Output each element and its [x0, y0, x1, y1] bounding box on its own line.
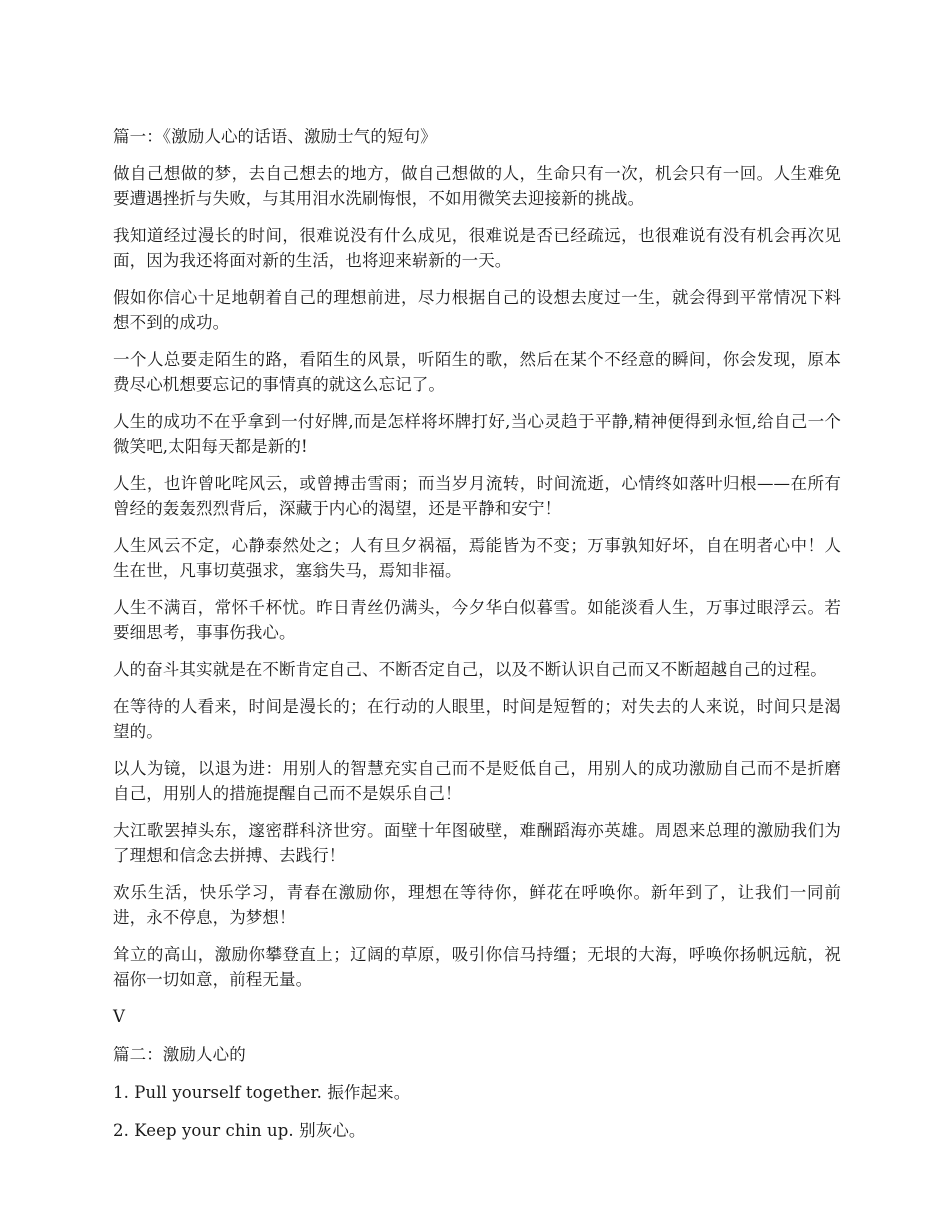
section-heading-2: 篇二：激励人心的: [113, 1045, 246, 1064]
list-item: 1. Pull yourself together. 振作起来。: [113, 1083, 411, 1102]
paragraph: 人生的成功不在乎拿到一付好牌,而是怎样将坏牌打好,当心灵趋于平静,精神便得到永恒,给自己一个微笑吧,太阳每天都是新的!: [113, 412, 841, 456]
paragraph: 人生不满百，常怀千杯忧。昨日青丝仍满头，今夕华白似暮雪。如能淡看人生，万事过眼浮云。若要细思考，事事伤我心。: [113, 598, 841, 642]
paragraph: 一个人总要走陌生的路，看陌生的风景，听陌生的歌，然后在某个不经意的瞬间，你会发现，原本费尽心机想要忘记的事情真的就这么忘记了。: [113, 350, 841, 394]
paragraph: 人的奋斗其实就是在不断肯定自己、不断否定自己，以及不断认识自己而又不断超越自己的过程。: [113, 660, 827, 679]
paragraph: 耸立的高山，激励你攀登直上；辽阔的草原，吸引你信马持缰；无垠的大海，呼唤你扬帆远航，祝福你一切如意，前程无量。: [113, 945, 841, 989]
paragraph: 欢乐生活，快乐学习，青春在激励你，理想在等待你，鲜花在呼唤你。新年到了，让我们一同前进，永不停息，为梦想！: [113, 883, 841, 927]
paragraph: 大江歌罢掉头东，邃密群科济世穷。面壁十年图破壁，难酬蹈海亦英雄。周恩来总理的激励我们为了理想和信念去拼搏、去践行！: [113, 821, 841, 865]
paragraph: 在等待的人看来，时间是漫长的；在行动的人眼里，时间是短暂的；对失去的人来说，时间只是渴望的。: [113, 697, 841, 741]
paragraph: 人生，也许曾叱咤风云，或曾搏击雪雨；而当岁月流转，时间流逝，心情终如落叶归根——在所有曾经的轰轰烈烈背后，深藏于内心的渴望，还是平静和安宁！: [113, 474, 841, 518]
paragraph: 我知道经过漫长的时间，很难说没有什么成见，很难说是否已经疏远，也很难说有没有机会再次见面，因为我还将面对新的生活，也将迎来崭新的一天。: [113, 226, 841, 270]
section-heading-1: 篇一：《激励人心的话语、激励士气的短句》: [113, 127, 437, 146]
paragraph: 做自己想做的梦，去自己想去的地方，做自己想做的人，生命只有一次，机会只有一回。人生难免要遭遇挫折与失败，与其用泪水洗刷悔恨，不如用微笑去迎接新的挑战。: [113, 164, 841, 208]
paragraph: 假如你信心十足地朝着自己的理想前进，尽力根据自己的设想去度过一生，就会得到平常情况下料想不到的成功。: [113, 288, 841, 332]
paragraph: 人生风云不定，心静泰然处之；人有旦夕祸福，焉能皆为不变；万事孰知好坏，自在明者心中！人生在世，凡事切莫强求，塞翁失马，焉知非福。: [113, 536, 841, 580]
paragraph: 以人为镜，以退为进：用别人的智慧充实自己而不是贬低自己，用别人的成功激励自己而不是折磨自己，用别人的措施提醒自己而不是娱乐自己！: [113, 759, 841, 803]
document-body: [113, 124, 841, 1156]
section-marker: V: [113, 1007, 126, 1026]
list-item: 2. Keep your chin up. 别灰心。: [113, 1121, 366, 1140]
